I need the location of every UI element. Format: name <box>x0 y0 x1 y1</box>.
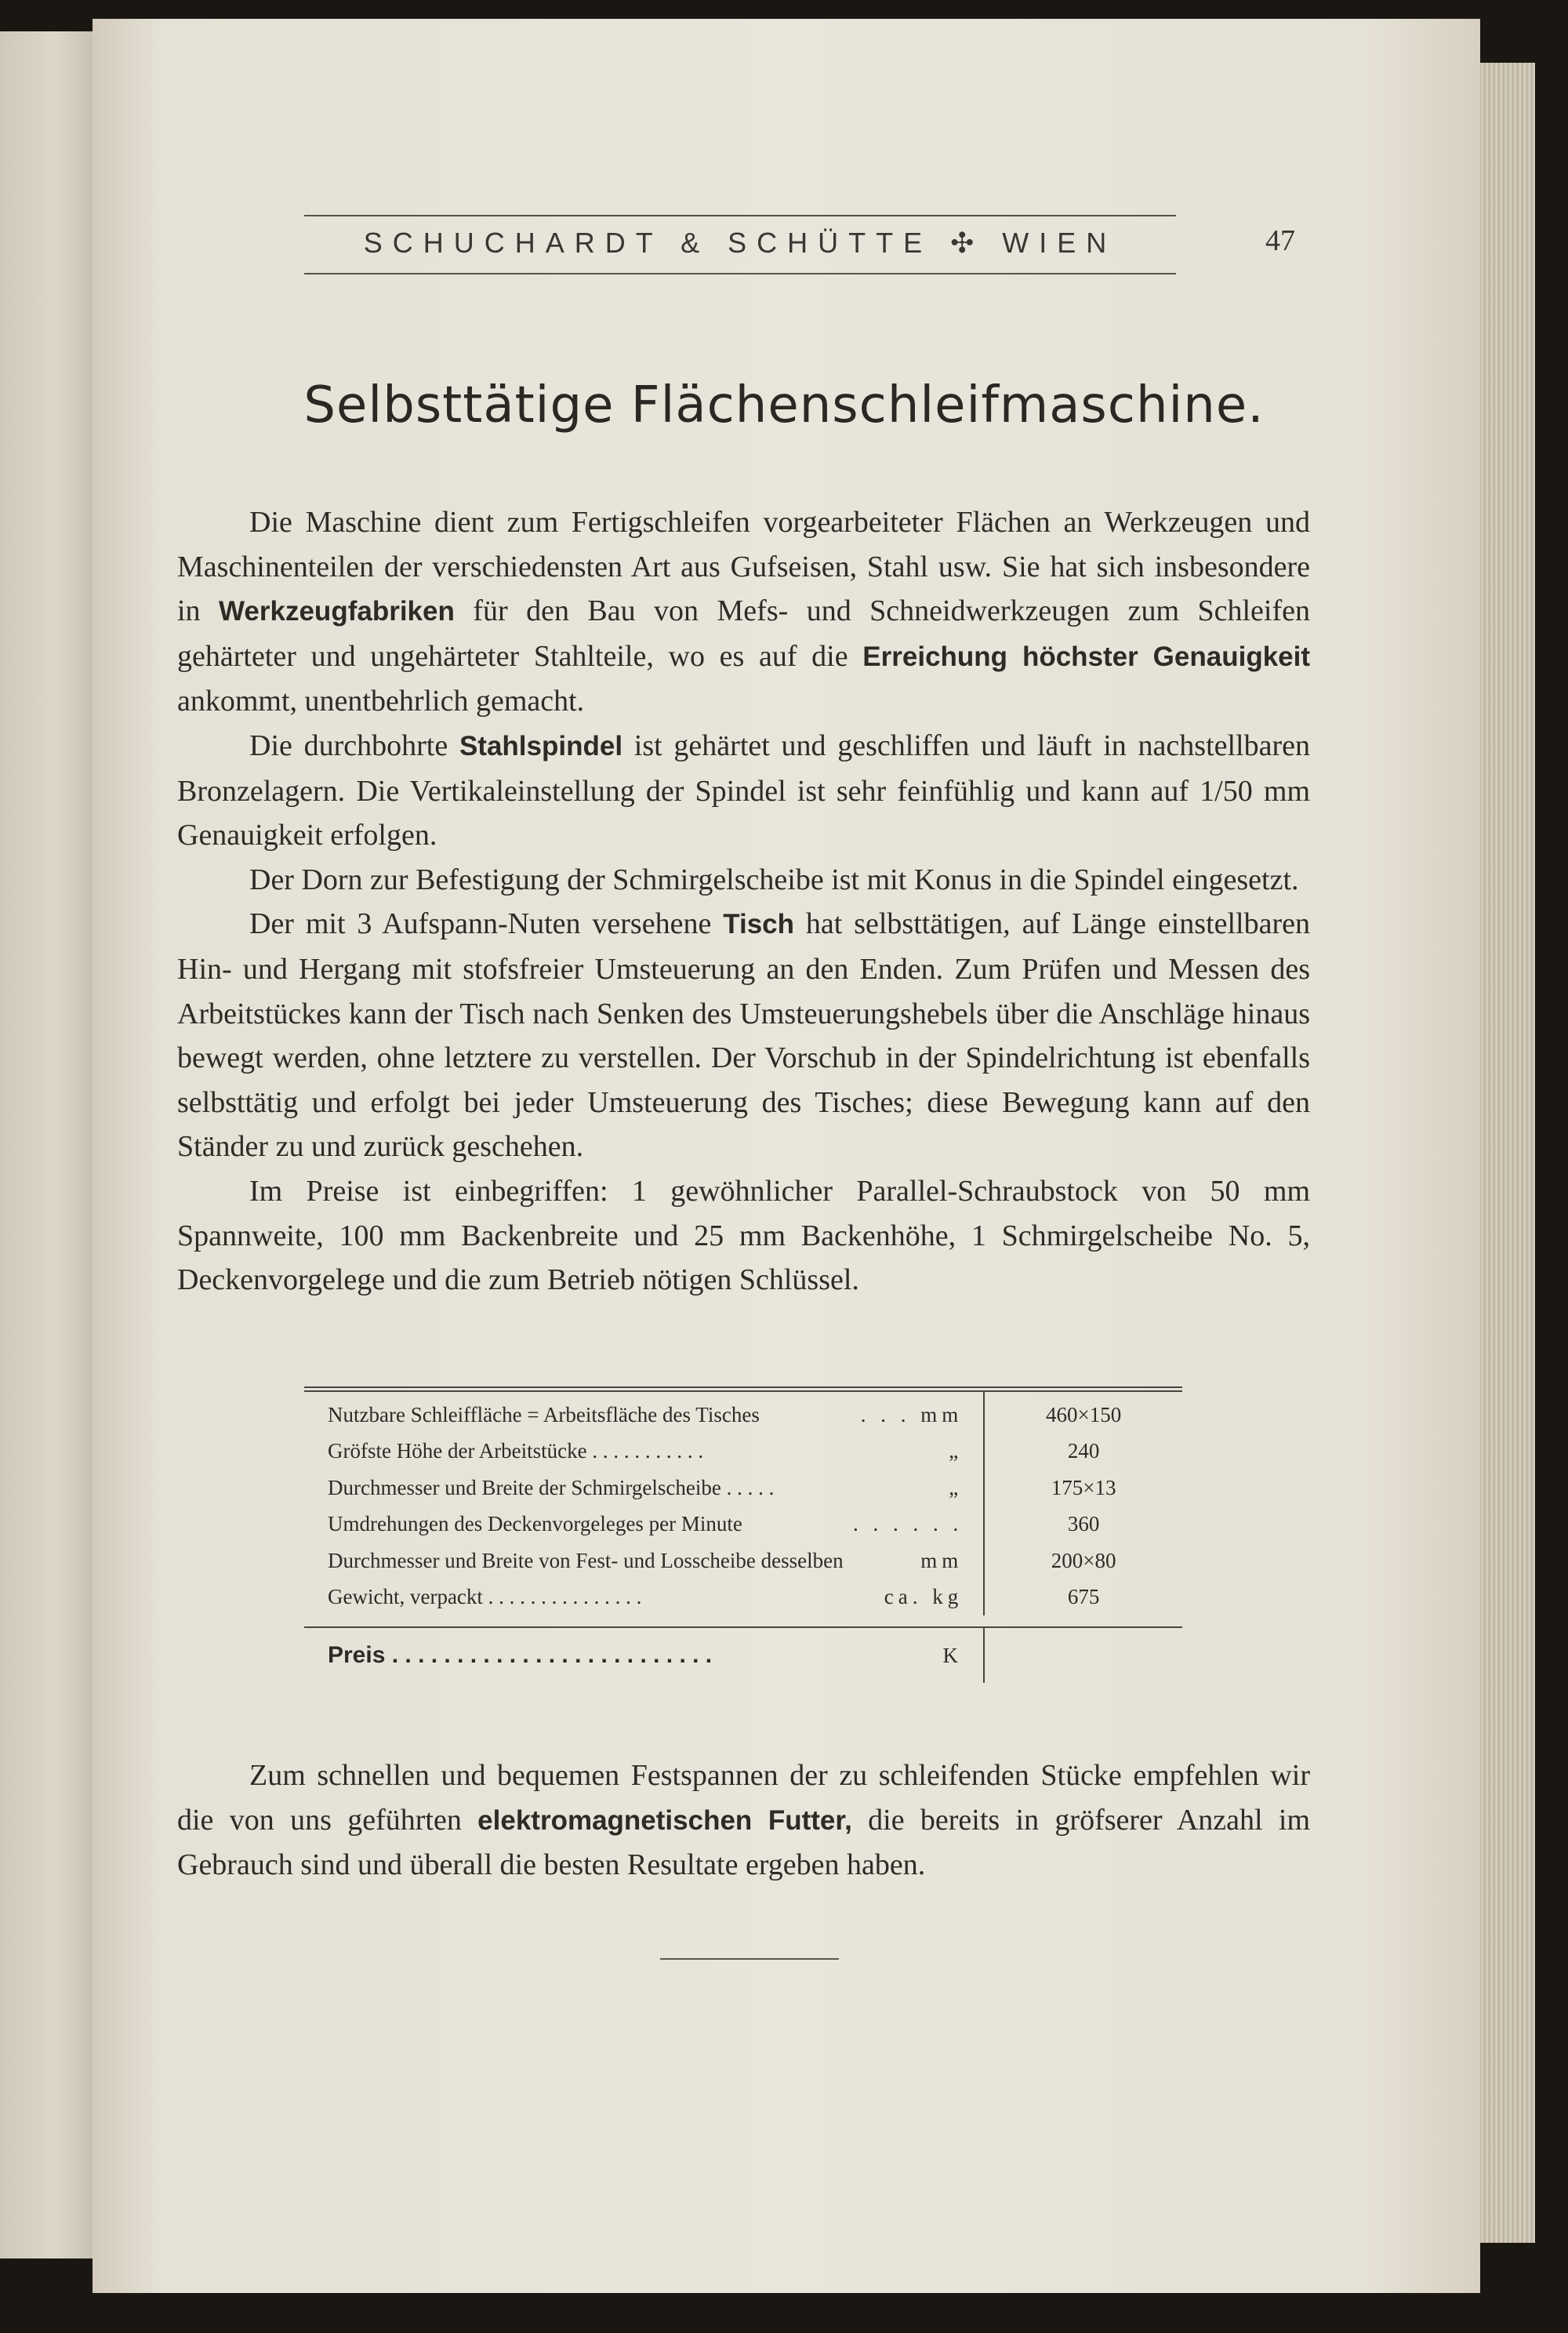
paragraph-1-bold-b: Erreichung höchster Genauigkeit <box>862 641 1311 672</box>
paragraph-1-text-c: ankommt, unentbehrlich gemacht. <box>177 685 585 718</box>
paragraph-4-text-a: Der mit 3 Aufspann-Nuten versehene <box>249 907 724 941</box>
paragraph-4-bold-a: Tisch <box>723 909 794 940</box>
spec-label: Gröfste Höhe der Arbeitstücke . . . . . . . . . . . <box>328 1439 704 1463</box>
price-row <box>304 1628 1182 1683</box>
spec-value: 175×13 <box>984 1470 1182 1506</box>
spec-value: 360 <box>984 1506 1182 1543</box>
spec-label: Umdrehungen des Deckenvorgeleges per Minute <box>328 1512 742 1536</box>
spec-unit: ca. kg <box>884 1585 964 1609</box>
spec-table-top-rule <box>304 1386 1182 1392</box>
paragraph-2-text-a: Die durchbohrte <box>249 729 459 762</box>
running-head: SCHUCHARDT & SCHÜTTE ✣ WIEN <box>363 227 1117 259</box>
paragraph-2-text-b: ist gehärtet und geschliffen und läuft in nachstellbaren Bronzelagern. Die Vertikaleinstellung der Spindel ist sehr feinfühlig und kann auf 1/50 mm Genauigkeit erfolgen. <box>177 729 1310 852</box>
spec-unit: „ <box>949 1439 964 1463</box>
paragraph-1-bold-a: Werkzeugfabriken <box>219 596 455 627</box>
page-title: Selbsttätige Flächenschleifmaschine. <box>303 376 1265 434</box>
paragraph-1-text-a: Die Maschine dient zum Fertigschleifen vorgearbeiteter Flächen an Werkzeugen und Maschinenteilen der verschiedensten Art aus Gufseisen, Stahl usw. Sie hat sich insbesondere in <box>177 506 1310 628</box>
spec-value: 200×80 <box>984 1543 1182 1579</box>
spec-label: Durchmesser und Breite der Schmirgelscheibe . . . . . <box>328 1475 775 1499</box>
spec-unit: . . . mm <box>860 1402 964 1426</box>
spec-label: Nutzbare Schleiffläche = Arbeitsfläche des Tisches <box>328 1402 760 1426</box>
spec-unit: . . . . . . <box>853 1512 964 1536</box>
facing-page-edge <box>0 31 93 2259</box>
table-row <box>304 1392 1182 1434</box>
spec-table-block <box>304 1386 1182 1683</box>
spec-label: Gewicht, verpackt . . . . . . . . . . . . . . . <box>328 1585 642 1609</box>
table-row <box>304 1543 1182 1579</box>
paragraph-3 <box>177 858 1310 903</box>
spec-value: 460×150 <box>984 1392 1182 1434</box>
paragraph-4-text-b: hat selbsttätigen, auf Länge einstellbaren Hin- und Hergang mit stofsfreier Umsteuerung an den Enden. Zum Prüfen und Messen des Arbeitstückes kann der Tisch nach Senken des Umsteuerungshebels über die Anschläge hinaus bewegt werden, ohne letztere zu verstellen. Der Vorschub in der Spindelrichtung ist ebenfalls selbsttätig und erfolgt bei jeder Umsteuerung des Tisches; diese Bewegung kann auf den Ständer zu und zurück geschehen. <box>177 907 1310 1164</box>
closing-text <box>177 1753 1310 1888</box>
closing-text-a: Zum schnellen und bequemen Festspannen der zu schleifenden Stücke empfehlen wir die von uns geführten <box>177 1759 1310 1837</box>
paragraph-2 <box>177 724 1310 858</box>
closing-text-b: die bereits in gröfserer Anzahl im Gebrauch sind und überall die besten Resultate ergeben haben. <box>177 1804 1311 1881</box>
page-number: 47 <box>1265 224 1295 257</box>
header-rule-top <box>304 215 1176 216</box>
price-value <box>984 1628 1182 1683</box>
paragraph-1 <box>177 500 1310 724</box>
body-text <box>177 500 1310 1303</box>
paragraph-5 <box>177 1169 1310 1303</box>
table-row <box>304 1470 1182 1506</box>
table-row <box>304 1579 1182 1616</box>
price-label: Preis . . . . . . . . . . . . . . . . . . . . . . . . . <box>328 1642 713 1668</box>
closing-paragraph <box>177 1753 1310 1888</box>
spec-table <box>304 1392 1182 1615</box>
spec-unit: „ <box>949 1475 964 1499</box>
price-table <box>304 1628 1182 1683</box>
paragraph-5-text-a: Im Preise ist einbegriffen: 1 gewöhnlicher Parallel-Schraubstock von 50 mm Spannweite, 100 mm Backenbreite und 25 mm Backenhöhe, 1 Schmirgelscheibe No. 5, Deckenvorgelege und die zum Betrieb nötigen Schlüssel. <box>177 1174 1310 1297</box>
end-rule <box>660 1958 839 1960</box>
paragraph-1-text-b: für den Bau von Mefs- und Schneidwerkzeugen zum Schleifen gehärteter und ungehärteter Stahlteile, wo es auf die <box>177 594 1310 673</box>
closing-bold: elektromagnetischen Futter, <box>477 1805 852 1836</box>
spec-unit: mm <box>920 1548 964 1572</box>
paragraph-3-text-a: Der Dorn zur Befestigung der Schmirgelscheibe ist mit Konus in die Spindel eingesetzt. <box>249 863 1299 896</box>
spec-value: 675 <box>984 1579 1182 1616</box>
paragraph-4 <box>177 902 1310 1169</box>
spec-value: 240 <box>984 1434 1182 1470</box>
table-row <box>304 1434 1182 1470</box>
price-unit: K <box>942 1643 963 1667</box>
table-row <box>304 1506 1182 1543</box>
header-rule-bottom <box>304 273 1176 274</box>
paragraph-2-bold-a: Stahlspindel <box>459 730 623 761</box>
spec-label: Durchmesser und Breite von Fest- und Losscheibe desselben <box>328 1548 844 1572</box>
